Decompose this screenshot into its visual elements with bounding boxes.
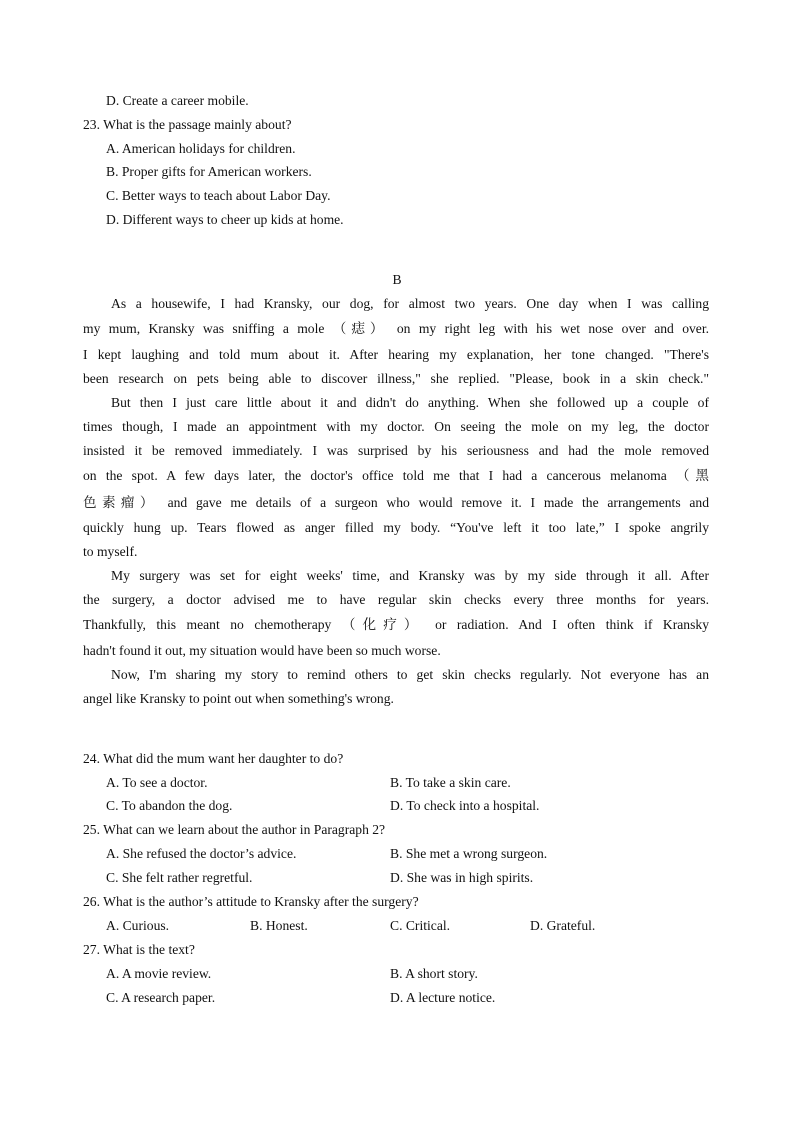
q25-option-d: D. She was in high spirits. xyxy=(390,870,534,885)
passage-line: As a housewife, I had Kransky, our dog, for almost two years. One day when I was calling xyxy=(111,296,709,311)
passage-line: quickly hung up. Tears flowed as anger filled my body. “You've left it too late,” I spoke angrily xyxy=(83,520,709,535)
passage-line: hadn't found it out, my situation would have been so much worse. xyxy=(83,643,441,658)
q27-option-d: D. A lecture notice. xyxy=(390,990,496,1005)
q25-question: 25. What can we learn about the author in Paragraph 2? xyxy=(83,822,386,837)
passage-line: my mum, Kransky was sniffing a mole （痣） on my right leg with his wet nose over and over. xyxy=(83,321,709,336)
q26-option-d: D. Grateful. xyxy=(530,918,596,933)
passage-line: Now, I'm sharing my story to remind others to get skin checks regularly. Not everyone has an xyxy=(111,667,709,682)
q27-option-a: A. A movie review. xyxy=(106,966,212,981)
passage-line: I kept laughing and told mum about it. After hearing my explanation, her tone changed. "There's xyxy=(83,347,709,362)
q26-option-c: C. Critical. xyxy=(390,918,451,933)
passage-line: angel like Kransky to point out when something's wrong. xyxy=(83,691,394,706)
q24-option-d: D. To check into a hospital. xyxy=(390,798,540,813)
q25-option-a: A. She refused the doctor’s advice. xyxy=(106,846,297,861)
passage-line: on the spot. A few days later, the doctor's office told me that I had a cancerous melanoma （黑 xyxy=(83,468,709,483)
q24-option-c: C. To abandon the dog. xyxy=(106,798,233,813)
passage-title: B xyxy=(392,272,402,287)
q27-option-b: B. A short story. xyxy=(390,966,478,981)
q23-option-d: D. Different ways to cheer up kids at home. xyxy=(106,212,344,227)
q26-option-b: B. Honest. xyxy=(250,918,308,933)
q27-option-c: C. A research paper. xyxy=(106,990,216,1005)
q23-option-a: A. American holidays for children. xyxy=(106,141,296,156)
q24-option-a: A. To see a doctor. xyxy=(106,775,208,790)
q26-question: 26. What is the author’s attitude to Kransky after the surgery? xyxy=(83,894,419,909)
q27-question: 27. What is the text? xyxy=(83,942,195,957)
passage-line: to myself. xyxy=(83,544,138,559)
passage-line: times though, I made an appointment with my doctor. On seeing the mole on my leg, the doctor xyxy=(83,419,709,434)
q22-option-d: D. Create a career mobile. xyxy=(106,93,249,108)
passage-line: But then I just care little about it and didn't do anything. When she followed up a couple of xyxy=(111,395,709,410)
passage-line: the surgery, a doctor advised me to have regular skin checks every three months for years. xyxy=(83,592,709,607)
q23-option-b: B. Proper gifts for American workers. xyxy=(106,164,312,179)
passage-line: insisted it be removed immediately. I was surprised by his seriousness and had the mole removed xyxy=(83,443,709,458)
q25-option-b: B. She met a wrong surgeon. xyxy=(390,846,548,861)
q24-option-b: B. To take a skin care. xyxy=(390,775,511,790)
passage-line: 色素瘤） and gave me details of a surgeon who would remove it. I made the arrangements and xyxy=(83,495,709,510)
q23-option-c: C. Better ways to teach about Labor Day. xyxy=(106,188,331,203)
passage-line: My surgery was set for eight weeks' time, and Kransky was by my side through it all. After xyxy=(111,568,709,583)
passage-line: Thankfully, this meant no chemotherapy （化疗） or radiation. And I often think if Kransky xyxy=(83,617,709,632)
q23-question: 23. What is the passage mainly about? xyxy=(83,117,292,132)
passage-line: been research on pets being able to discover illness," she replied. "Please, book in a skin check." xyxy=(83,371,709,386)
q24-question: 24. What did the mum want her daughter to do? xyxy=(83,751,344,766)
q25-option-c: C. She felt rather regretful. xyxy=(106,870,253,885)
q26-option-a: A. Curious. xyxy=(106,918,170,933)
